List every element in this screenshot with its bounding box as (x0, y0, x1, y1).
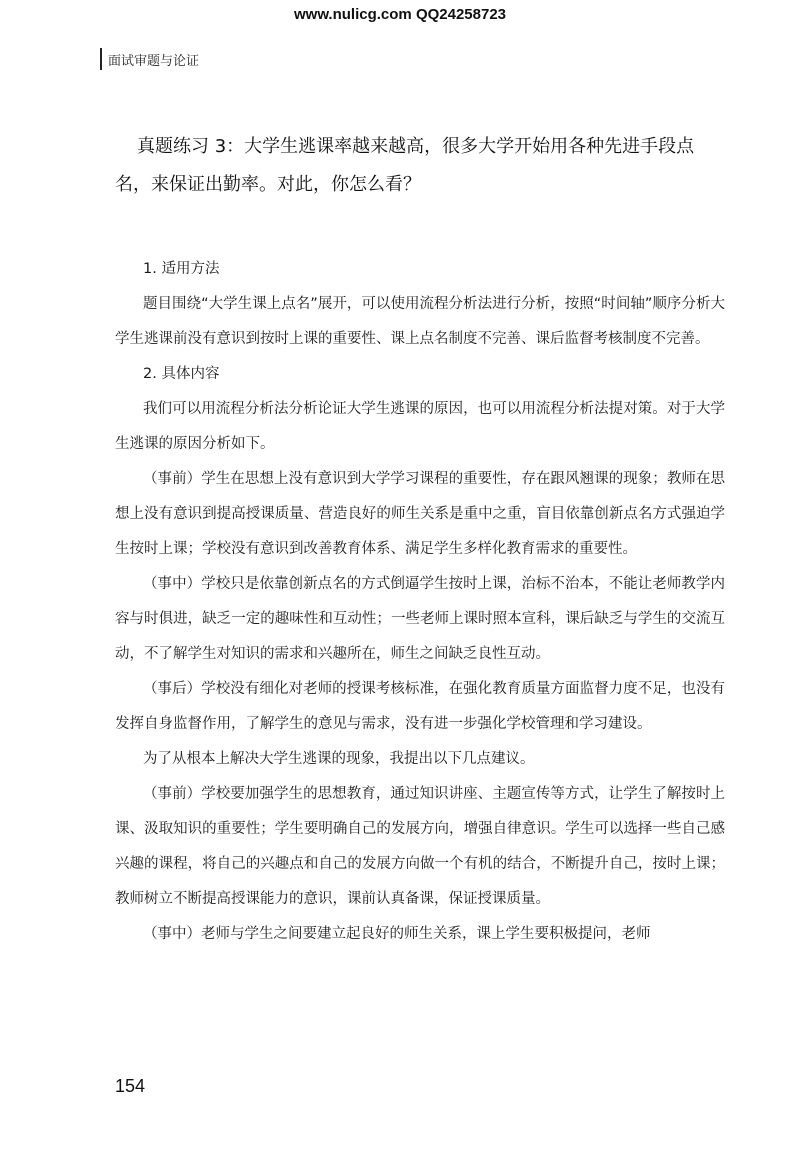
page-content (115, 128, 725, 952)
header-title: 面试审题与论证 (108, 53, 200, 69)
section-heading-content: 2. 具体内容 (143, 366, 220, 382)
running-header (100, 48, 199, 70)
content-paragraph: 我们可以用流程分析法分析论证大学生逃课的原因，也可以用流程分析法提对策。对于大学生逃课的原因分析如下。 (115, 401, 725, 452)
content-paragraph: （事中）学校只是依靠创新点名的方式倒逼学生按时上课，治标不治本，不能让老师教学内容与时俱进，缺乏一定的趣味性和互动性；一些老师上课时照本宣科，课后缺乏与学生的交流互动，不了解学生对知识的需求和兴趣所在，师生之间缺乏良性互动。 (115, 576, 725, 662)
method-paragraph: 题目围绕“大学生课上点名”展开，可以使用流程分析法进行分析，按照“时间轴”顺序分析大学生逃课前没有意识到按时上课的重要性、课上点名制度不完善、课后监督考核制度不完善。 (115, 296, 725, 347)
content-paragraph: （事中）老师与学生之间要建立起良好的师生关系，课上学生要积极提问，老师 (143, 926, 651, 942)
content-paragraph: （事前）学校要加强学生的思想教育，通过知识讲座、主题宣传等方式，让学生了解按时上课、汲取知识的重要性；学生要明确自己的发展方向，增强自律意识。学生可以选择一些自己感兴趣的课程，将自己的兴趣点和自己的发展方向做一个有机的结合，不断提升自己，按时上课；教师树立不断提高授课能力的意识，课前认真备课，保证授课质量。 (115, 786, 725, 907)
content-paragraph: （事后）学校没有细化对老师的授课考核标准，在强化教育质量方面监督力度不足，也没有发挥自身监督作用，了解学生的意见与需求，没有进一步强化学校管理和学习建设。 (115, 681, 725, 732)
question-text: 真题练习 3：大学生逃课率越来越高，很多大学开始用各种先进手段点名，来保证出勤率。对此，你怎么看？ (115, 136, 695, 195)
watermark-text: www.nulicg.com QQ24258723 (293, 6, 507, 23)
section-heading-method: 1. 适用方法 (143, 261, 220, 277)
content-paragraph: （事前）学生在思想上没有意识到大学学习课程的重要性，存在跟风翘课的现象；教师在思想上没有意识到提高授课质量、营造良好的师生关系是重中之重，盲目依靠创新点名方式强迫学生按时上课；学校没有意识到改善教育体系、满足学生多样化教育需求的重要性。 (115, 471, 725, 557)
header-divider (100, 48, 102, 70)
content-paragraph: 为了从根本上解决大学生逃课的现象，我提出以下几点建议。 (143, 751, 535, 767)
page-number: 154 (115, 1076, 146, 1096)
